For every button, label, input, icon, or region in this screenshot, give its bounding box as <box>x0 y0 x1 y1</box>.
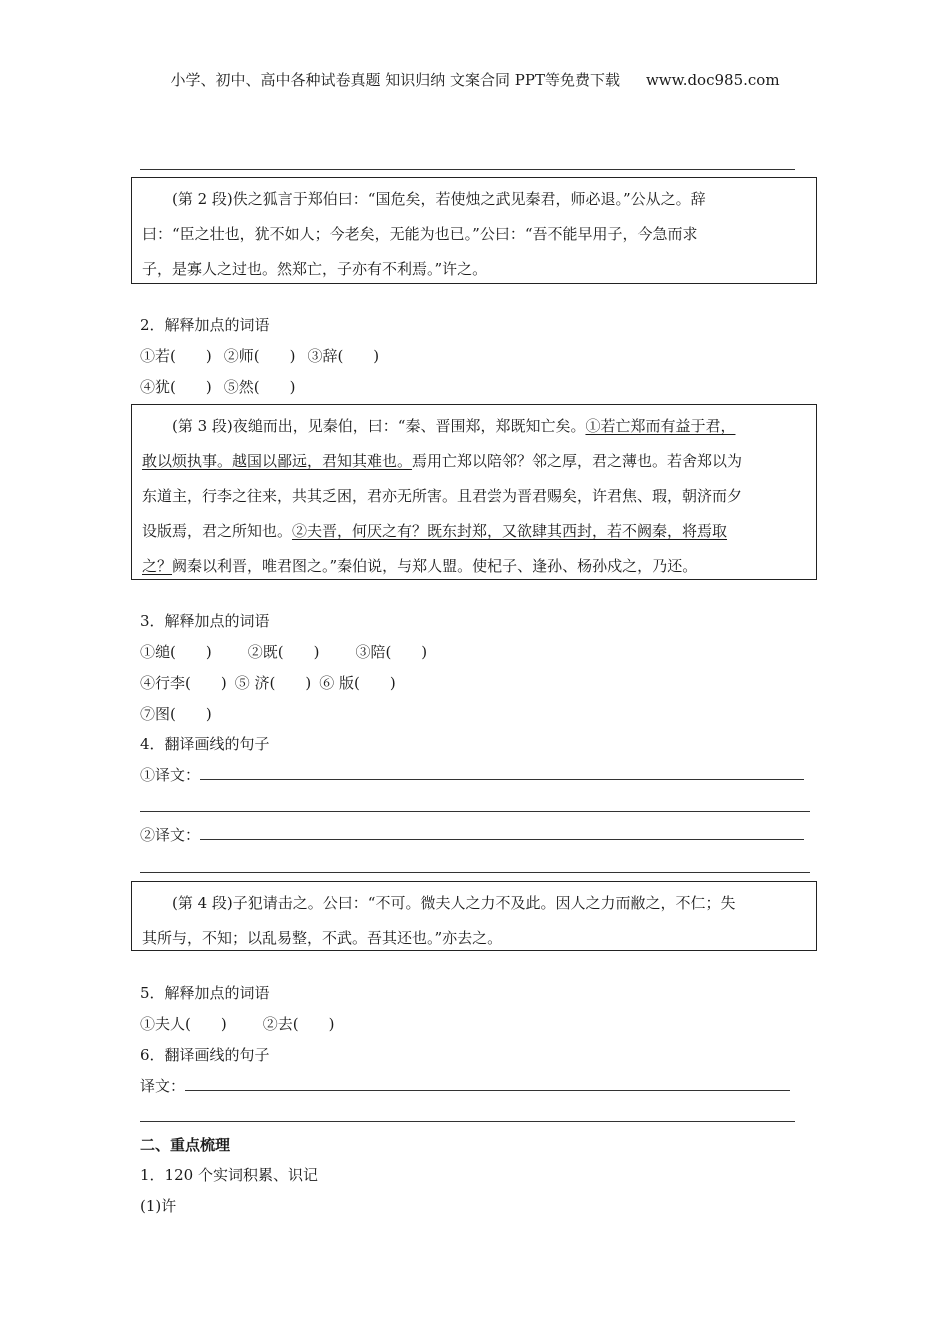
page-header <box>0 69 950 90</box>
para3-underline-1a: ①若亡郑而有益于君， <box>585 417 736 435</box>
q5-item-1-close: ) <box>220 1015 227 1033</box>
q3-item-2-close: ) <box>313 643 320 661</box>
para2-label: (第 2 段) <box>172 190 233 208</box>
header-url: www.doc985.com <box>645 71 780 89</box>
q3-item-6: ⑥ 版( <box>319 674 360 692</box>
q2-item-2-close: ) <box>289 347 296 365</box>
para3-line3: 东道主，行李之往来，共其乏困，君亦无所害。且君尝为晋君赐矣，许君焦、瑕，朝济而夕 <box>142 487 743 505</box>
para3-text-4a: 设版焉，君之所知也。 <box>142 522 293 540</box>
q5-item-2-close: ) <box>328 1015 335 1033</box>
q2-item-3: ③辞( <box>307 347 344 365</box>
q2-item-5: ⑤然( <box>223 378 260 396</box>
q2-item-4-close: ) <box>205 378 212 396</box>
passage-box-para4 <box>131 881 817 951</box>
q3-item-1-close: ) <box>205 643 212 661</box>
q3-item-5: ⑤ 济( <box>234 674 276 692</box>
para2-line1 <box>142 182 806 217</box>
q2-item-1-close: ) <box>205 347 212 365</box>
para2-line2: 曰：“臣之壮也，犹不如人；今老矣，无能为也已。”公曰：“吾不能早用子，今急而求 <box>142 225 698 243</box>
q2-item-1: ①若( <box>140 347 176 365</box>
q4-answer-line-2b[interactable] <box>140 872 810 873</box>
para2-text-1: 佚之狐言于郑伯曰：“国危矣，若使烛之武见秦君，师必退。”公从之。辞 <box>232 190 706 208</box>
para3-text-1a: 夜缒而出，见秦伯，曰：“秦、晋围郑，郑既知亡矣。 <box>232 417 586 435</box>
q5-row1 <box>140 1013 334 1034</box>
q6-label: 译文： <box>140 1077 186 1095</box>
q6-title: 6．翻译画线的句子 <box>140 1046 270 1064</box>
q4-answer-line-1b[interactable] <box>140 811 810 812</box>
q6-answer-line-b[interactable] <box>140 1121 795 1122</box>
q3-row1 <box>140 641 427 662</box>
para3-line1 <box>142 409 806 444</box>
q3-item-7: ⑦图( <box>140 705 176 723</box>
para2-line3: 子，是寡人之过也。然郑亡，子亦有不利焉。”许之。 <box>142 260 488 278</box>
para4-text-1: 子犯请击之。公曰：“不可。微夫人之力不及此。因人之力而敝之，不仁；失 <box>232 894 736 912</box>
q5-item-1: ①夫人( <box>140 1015 191 1033</box>
q2-row1 <box>140 345 379 366</box>
section2-title: 二、重点梳理 <box>140 1136 231 1154</box>
q6-answer-line-a[interactable] <box>185 1090 790 1091</box>
q4-translation-1 <box>140 764 804 785</box>
q3-item-5-close: ) <box>305 674 312 692</box>
q2-title: 2．解释加点的词语 <box>140 316 270 334</box>
q4-answer-line-1a[interactable] <box>200 779 804 780</box>
q3-item-6-close: ) <box>389 674 396 692</box>
para4-label: (第 4 段) <box>172 894 233 912</box>
q6-translation <box>140 1075 790 1096</box>
q2-item-5-close: ) <box>289 378 296 396</box>
para4-line2: 其所与，不知；以乱易整，不武。吾其还也。”亦去之。 <box>142 929 503 947</box>
top-answer-line <box>140 169 795 170</box>
para3-text-2b: 焉用亡郑以陪邻？邻之厚，君之薄也。若舍郑以为 <box>412 452 743 470</box>
q4-label-1: ①译文： <box>140 766 201 784</box>
q3-row3 <box>140 703 212 724</box>
passage-box-para2 <box>131 177 817 284</box>
para4-line1 <box>142 886 806 921</box>
section2-subtitle: 1．120 个实词积累、识记 <box>140 1166 318 1184</box>
q4-answer-line-2a[interactable] <box>200 839 804 840</box>
q2-item-3-close: ) <box>373 347 380 365</box>
q4-translation-2 <box>140 824 804 845</box>
q3-item-3: ③陪( <box>355 643 392 661</box>
para3-label: (第 3 段) <box>172 417 233 435</box>
q3-item-3-close: ) <box>421 643 428 661</box>
para3-underline-2a: ②夫晋，何厌之有？既东封郑，又欲肆其西封，若不阙秦，将焉取 <box>292 522 728 540</box>
q3-item-2: ②既( <box>247 643 284 661</box>
q3-title: 3．解释加点的词语 <box>140 612 270 630</box>
q3-item-1: ①缒( <box>140 643 176 661</box>
passage-box-para3 <box>131 404 817 580</box>
q2-item-2: ②师( <box>223 347 260 365</box>
q2-item-4: ④犹( <box>140 378 176 396</box>
section2-item: (1)许 <box>140 1197 177 1215</box>
para3-text-5b: 阙秦以利晋，唯君图之。”秦伯说，与郑人盟。使杞子、逢孙、杨孙戍之，乃还。 <box>172 557 698 575</box>
para3-line4 <box>142 514 806 549</box>
para3-line5 <box>142 549 806 584</box>
q4-label-2: ②译文： <box>140 826 201 844</box>
q2-row2 <box>140 376 295 397</box>
para3-line2 <box>142 444 806 479</box>
q3-row2 <box>140 672 396 693</box>
para3-underline-2b: 之？ <box>142 557 173 575</box>
q5-item-2: ②去( <box>262 1015 299 1033</box>
para3-underline-1b: 敢以烦执事。越国以鄙远，君知其难也。 <box>142 452 413 470</box>
q3-item-4-close: ) <box>220 674 227 692</box>
q5-title: 5．解释加点的词语 <box>140 984 270 1002</box>
q4-title: 4．翻译画线的句子 <box>140 735 270 753</box>
q3-item-7-close: ) <box>205 705 212 723</box>
header-text: 小学、初中、高中各种试卷真题 知识归纳 文案合同 PPT等免费下载 <box>170 71 620 89</box>
q3-item-4: ④行李( <box>140 674 191 692</box>
